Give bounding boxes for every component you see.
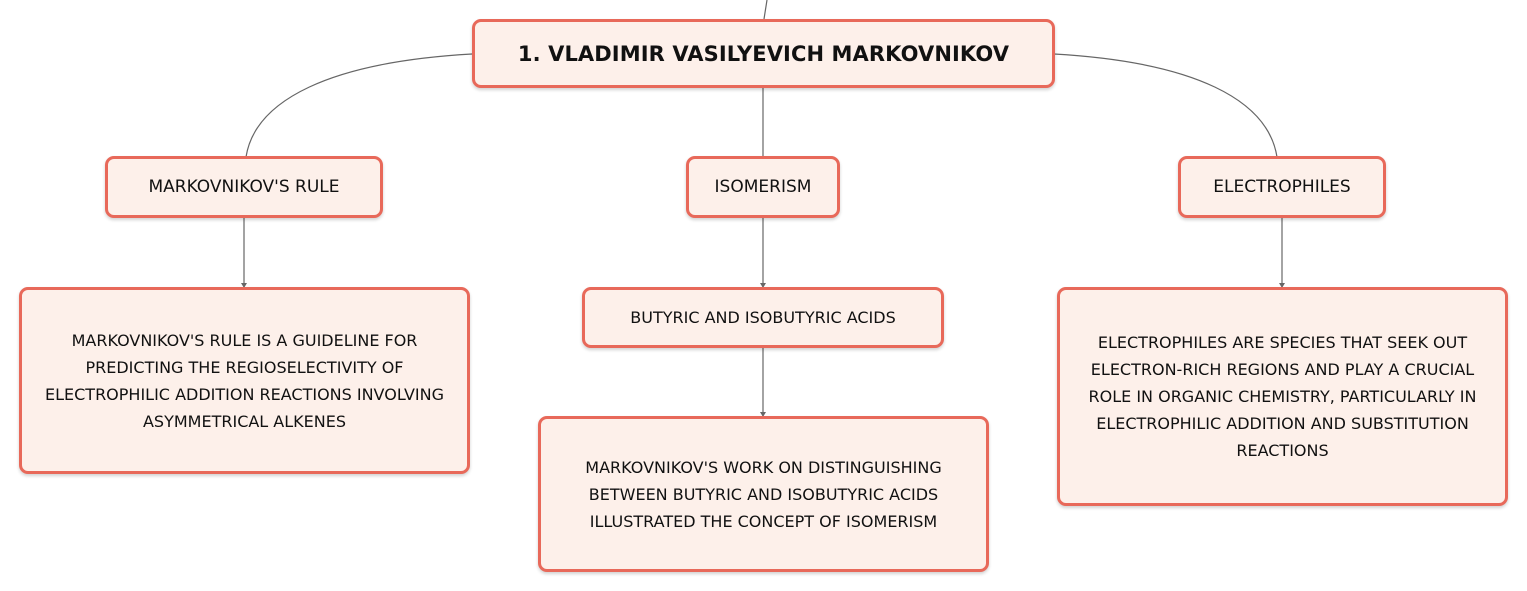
detail-text: ELECTROPHILES ARE SPECIES THAT SEEK OUT ELECTRON-RICH REGIONS AND PLAY A CRUCIAL ROLE IN ORGANIC CHEMISTRY, PARTICULARLY IN ELECTROPHILIC ADDITION AND SUBSTITUTION REACTIONS [1088, 333, 1477, 460]
detail-node-electrophiles[interactable] [1057, 287, 1508, 506]
topic-label: ELECTROPHILES [1213, 177, 1351, 197]
detail-node-isomerism[interactable] [538, 416, 989, 572]
root-label: 1. VLADIMIR VASILYEVICH MARKOVNIKOV [517, 41, 1010, 66]
topic-label: ISOMERISM [714, 177, 812, 197]
topic-label: MARKOVNIKOV'S RULE [148, 177, 340, 197]
connector-root-to-rule [246, 54, 472, 157]
topic-node-isomerism[interactable] [686, 156, 840, 218]
detail-node-markovnikovs-rule[interactable] [19, 287, 470, 474]
connector-parent-to-root [764, 0, 767, 19]
subtopic-label: BUTYRIC AND ISOBUTYRIC ACIDS [630, 308, 896, 327]
detail-text: MARKOVNIKOV'S RULE IS A GUIDELINE FOR PREDICTING THE REGIOSELECTIVITY OF ELECTROPHILIC ADDITION REACTIONS INVOLVING ASYMMETRICAL ALKENES [44, 330, 444, 431]
topic-node-electrophiles[interactable] [1178, 156, 1386, 218]
topic-node-markovnikovs-rule[interactable] [105, 156, 383, 218]
connector-root-to-electrophiles [1054, 54, 1277, 157]
root-node[interactable] [472, 19, 1055, 88]
subtopic-node-butyric-acids[interactable] [582, 287, 944, 348]
detail-text: MARKOVNIKOV'S WORK ON DISTINGUISHING BETWEEN BUTYRIC AND ISOBUTYRIC ACIDS ILLUSTRATED THE CONCEPT OF ISOMERISM [585, 457, 942, 531]
